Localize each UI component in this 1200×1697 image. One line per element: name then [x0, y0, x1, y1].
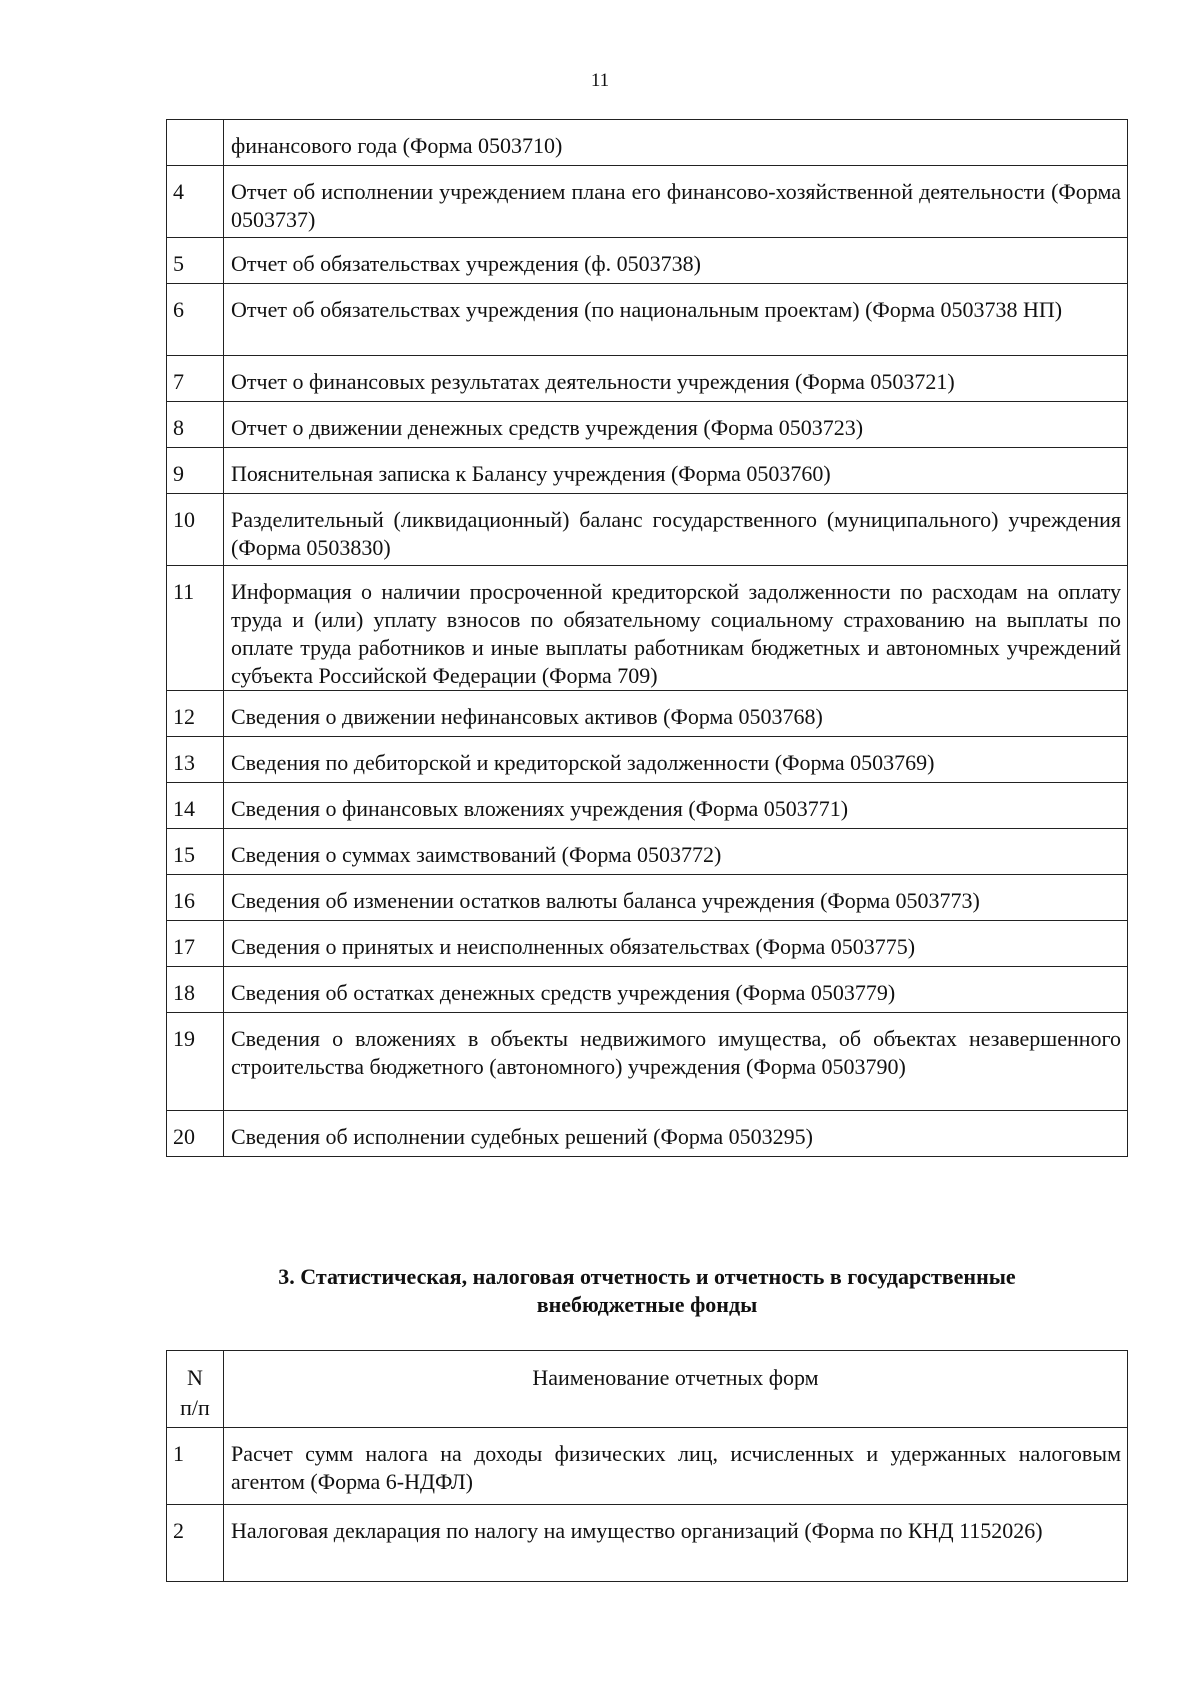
table-row	[167, 1505, 1128, 1582]
table-row	[167, 284, 1128, 356]
row-number: 17	[167, 921, 224, 967]
table-header-row	[167, 1351, 1128, 1428]
row-number: 12	[167, 691, 224, 737]
header-number-line: п/п	[180, 1395, 210, 1420]
table-row	[167, 1428, 1128, 1505]
table-row	[167, 691, 1128, 737]
form-name: Отчет о финансовых результатах деятельности учреждения (Форма 0503721)	[224, 356, 1128, 402]
table-row	[167, 494, 1128, 566]
form-name: Сведения об изменении остатков валюты баланса учреждения (Форма 0503773)	[224, 875, 1128, 921]
row-number: 4	[167, 166, 224, 238]
form-name: Налоговая декларация по налогу на имущество организаций (Форма по КНД 1152026)	[224, 1505, 1128, 1582]
header-form-name: Наименование отчетных форм	[224, 1351, 1128, 1428]
form-name: Сведения об остатках денежных средств учреждения (Форма 0503779)	[224, 967, 1128, 1013]
table-row	[167, 921, 1128, 967]
section-title	[166, 1263, 1128, 1319]
form-name: Сведения по дебиторской и кредиторской задолженности (Форма 0503769)	[224, 737, 1128, 783]
form-name: Сведения о вложениях в объекты недвижимого имущества, об объектах незавершенного строительства бюджетного (автономного) учреждения (Форма 0503790)	[224, 1013, 1128, 1111]
form-name: Отчет об обязательствах учреждения (по национальным проектам) (Форма 0503738 НП)	[224, 284, 1128, 356]
section-title-line: внебюджетные фонды	[536, 1292, 758, 1317]
table-row	[167, 783, 1128, 829]
row-number: 19	[167, 1013, 224, 1111]
table-row	[167, 1013, 1128, 1111]
row-number: 1	[167, 1428, 224, 1505]
form-name: финансового года (Форма 0503710)	[224, 120, 1128, 166]
row-number: 14	[167, 783, 224, 829]
tax-reporting-table	[166, 1350, 1128, 1582]
table-row	[167, 737, 1128, 783]
form-name: Сведения о финансовых вложениях учреждения (Форма 0503771)	[224, 783, 1128, 829]
header-number	[167, 1351, 224, 1428]
row-number: 11	[167, 566, 224, 691]
table-row	[167, 402, 1128, 448]
row-number: 20	[167, 1111, 224, 1157]
form-name: Пояснительная записка к Балансу учреждения (Форма 0503760)	[224, 448, 1128, 494]
row-number	[167, 120, 224, 166]
form-name: Сведения об исполнении судебных решений (Форма 0503295)	[224, 1111, 1128, 1157]
form-name: Сведения о принятых и неисполненных обязательствах (Форма 0503775)	[224, 921, 1128, 967]
row-number: 8	[167, 402, 224, 448]
table-row	[167, 238, 1128, 284]
form-name: Информация о наличии просроченной кредиторской задолженности по расходам на оплату труда и (или) уплату взносов по обязательному социальному страхованию на выплаты по оплате труда работников и иные выплаты работникам бюджетных и автономных учреждений субъекта Российской Федерации (Форма 709)	[224, 566, 1128, 691]
form-name: Разделительный (ликвидационный) баланс государственного (муниципального) учреждения (Форма 0503830)	[224, 494, 1128, 566]
row-number: 5	[167, 238, 224, 284]
row-number: 7	[167, 356, 224, 402]
row-number: 10	[167, 494, 224, 566]
row-number: 6	[167, 284, 224, 356]
table-row	[167, 875, 1128, 921]
table-row	[167, 448, 1128, 494]
table-row	[167, 166, 1128, 238]
table-row	[167, 1111, 1128, 1157]
form-name: Отчет об обязательствах учреждения (ф. 0503738)	[224, 238, 1128, 284]
form-name: Отчет об исполнении учреждением плана его финансово-хозяйственной деятельности (Форма 0503737)	[224, 166, 1128, 238]
form-name: Отчет о движении денежных средств учреждения (Форма 0503723)	[224, 402, 1128, 448]
row-number: 13	[167, 737, 224, 783]
row-number: 16	[167, 875, 224, 921]
form-name: Расчет сумм налога на доходы физических лиц, исчисленных и удержанных налоговым агентом (Форма 6-НДФЛ)	[224, 1428, 1128, 1505]
table-row	[167, 829, 1128, 875]
row-number: 2	[167, 1505, 224, 1582]
reporting-forms-table	[166, 119, 1128, 1157]
row-number: 15	[167, 829, 224, 875]
form-name: Сведения о суммах заимствований (Форма 0503772)	[224, 829, 1128, 875]
form-name: Сведения о движении нефинансовых активов (Форма 0503768)	[224, 691, 1128, 737]
section-title-line: 3. Статистическая, налоговая отчетность и отчетность в государственные	[278, 1264, 1016, 1289]
row-number: 9	[167, 448, 224, 494]
page-number: 11	[590, 70, 610, 91]
table-row	[167, 566, 1128, 691]
table-row	[167, 967, 1128, 1013]
table-row	[167, 356, 1128, 402]
row-number: 18	[167, 967, 224, 1013]
table-row	[167, 120, 1128, 166]
header-number-line: N	[187, 1365, 203, 1390]
